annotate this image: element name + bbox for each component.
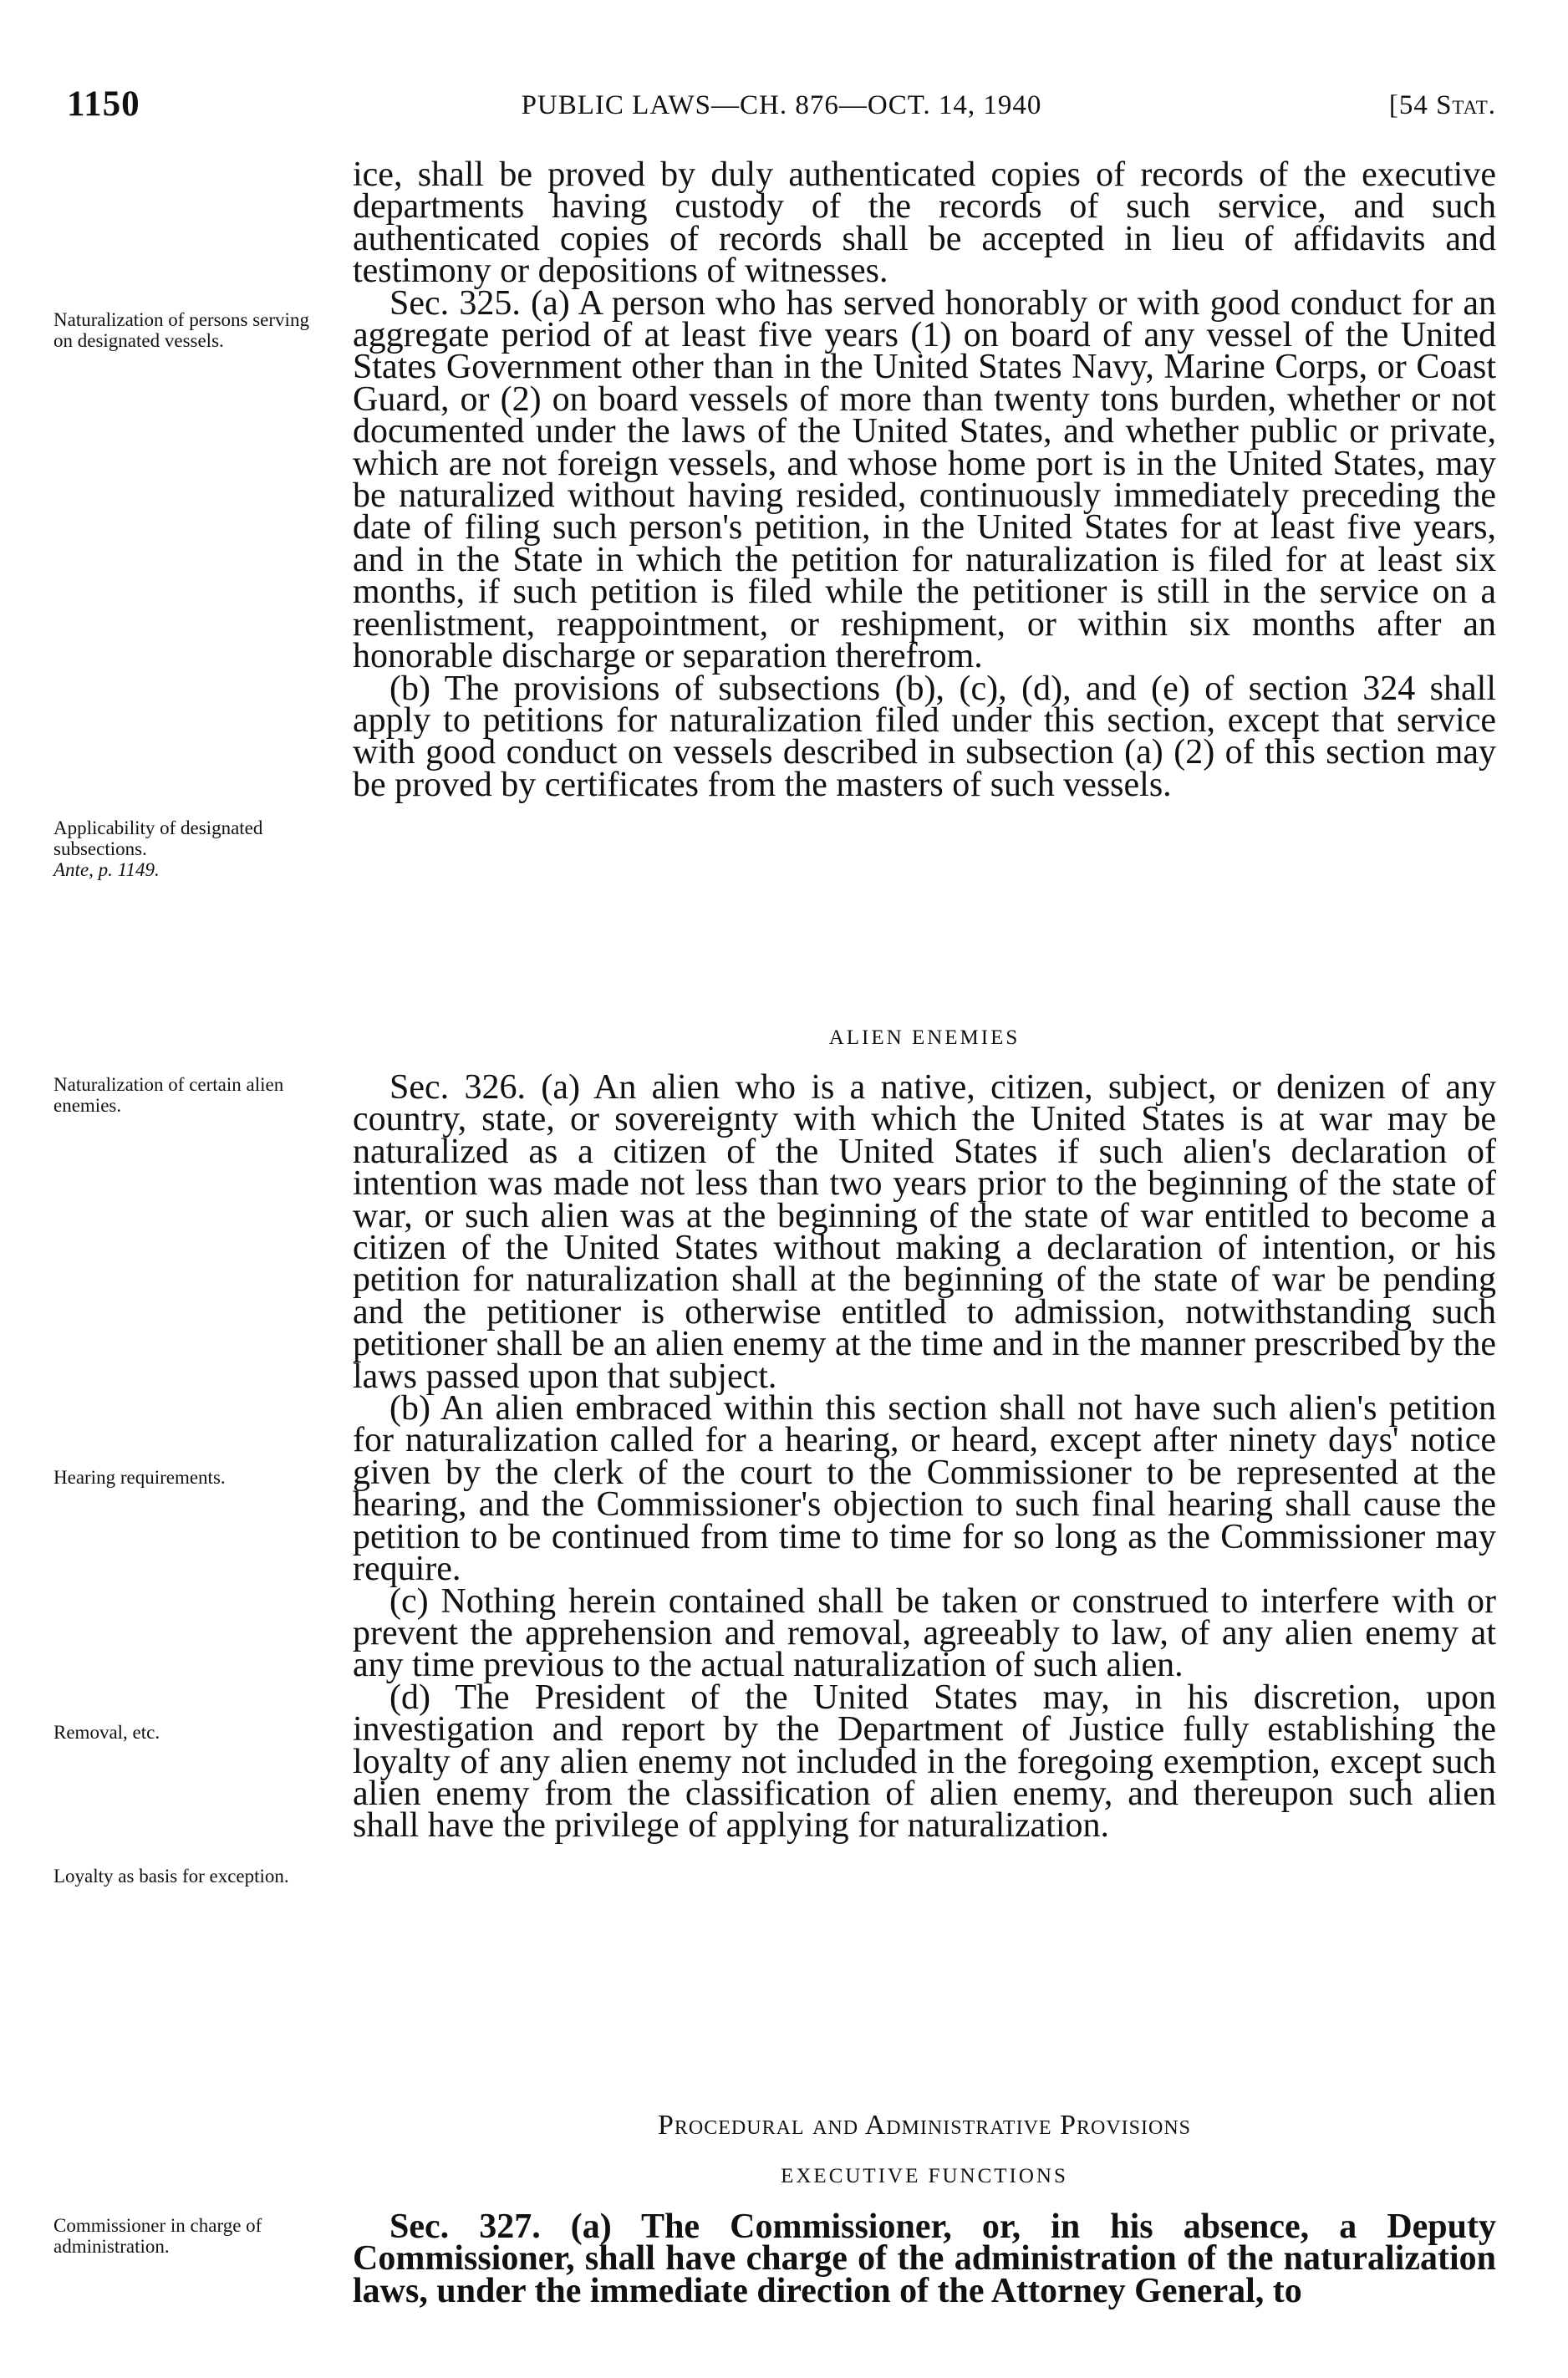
margin-note-applicability — [53, 817, 329, 880]
margin-note-loyalty: Loyalty as basis for exception. — [53, 1866, 289, 1887]
margin-note-alien-enemies: Naturalization of certain alien enemies. — [53, 1074, 284, 1116]
statute-reference: [54 Stat. — [1388, 90, 1496, 120]
margin-note-removal: Removal, etc. — [53, 1722, 160, 1743]
running-title: PUBLIC LAWS—CH. 876—OCT. 14, 1940 — [521, 90, 1042, 120]
paragraph-sec-327-a: Sec. 327. (a) The Commissioner, or, in his absence, a Deputy Commissioner, shall have charge of the administration of the naturalization laws, under the immediate direction of the Attorney General, to — [353, 2207, 1496, 2310]
margin-note-hearing: Hearing requirements. — [53, 1467, 226, 1488]
paragraph-sec-326-d: (d) The President of the United States may, in his discretion, upon investigation and report by the Department of Justice fully establishing the loyalty of any alien enemy not included in the foregoing exemption, except such alien enemy from the classification of alien enemy, and thereupon such alien shall have the privilege of applying for naturalization. — [353, 1678, 1496, 1846]
paragraph-sec-325-b: (b) The provisions of subsections (b), (c), (d), and (e) of section 324 shall apply to petitions for naturalization filed under this section, except that service with good conduct on vessels described in subsection (a) (2) of this section may be proved by certificates from the masters of such vessels. — [353, 669, 1496, 804]
paragraph-sec-326-b: (b) An alien embraced within this section shall not have such alien's petition for naturalization called for a hearing, or heard, except after ninety days' notice given by the clerk of the court to the Commissioner to be represented at the hearing, and the Commissioner's objection to such final hearing shall cause the petition to be continued from time to time for so long as the Commissioner may require. — [353, 1389, 1496, 1589]
margin-note-vessels: Naturalization of persons serving on designated vessels. — [53, 309, 309, 351]
heading-executive-functions: EXECUTIVE FUNCTIONS — [781, 2165, 1068, 2187]
page-number: 1150 — [67, 84, 140, 124]
running-header — [67, 84, 1496, 125]
paragraph-sec-326-a: Sec. 326. (a) An alien who is a native, citizen, subject, or denizen of any country, state, or sovereignty with which the United States is at war may be naturalized as a citizen of the United States if such alien's declaration of intention was made not less than two years prior to the beginning of the state of war, or such alien was at the beginning of the state of war entitled to become a citizen of the United States without making a declaration of intention, or his petition for naturalization shall at the beginning of the state of war be pending and the petitioner is otherwise entitled to admission, notwithstanding such petitioner shall be an alien enemy at the time and in the manner prescribed by the laws passed upon that subject. — [353, 1068, 1496, 1396]
body-block-sec-327 — [353, 2207, 1496, 2310]
body-block-sec-325 — [353, 155, 1496, 804]
margin-note-ante-reference: Ante, p. 1149. — [53, 859, 160, 880]
heading-procedural-provisions: Procedural and Administrative Provisions — [658, 2110, 1191, 2141]
margin-note-applicability-text: Applicability of designated subsections. — [53, 817, 263, 859]
paragraph-continuation: ice, shall be proved by duly authenticated copies of records of the executive departments having custody of the records of such service, and such authenticated copies of records shall be accepted in lieu of affidavits and testimony or depositions of witnesses. — [353, 155, 1496, 291]
body-block-sec-326 — [353, 1068, 1496, 1846]
paragraph-sec-325-a: Sec. 325. (a) A person who has served honorably or with good conduct for an aggregate period of at least five years (1) on board of any vessel of the United States Government other than in the United States Navy, Marine Corps, or Coast Guard, or (2) on board vessels of more than twenty tons burden, whether or not documented under the laws of the United States, and whether public or private, which are not foreign vessels, and whose home port is in the United States, may be naturalized without having resided, continuously immediately preceding the date of filing such person's petition, in the United States for at least five years, and in the State in which the petition for naturalization is filed for at least six months, if such petition is filed while the petitioner is still in the service on a reenlistment, reappointment, or reshipment, or within six months after an honorable discharge or separation therefrom. — [353, 283, 1496, 676]
paragraph-sec-326-c: (c) Nothing herein contained shall be taken or construed to interfere with or prevent the apprehension and removal, agreeably to law, of any alien enemy at any time previous to the actual naturalization of such alien. — [353, 1581, 1496, 1685]
margin-note-commissioner: Commissioner in charge of administration. — [53, 2215, 262, 2257]
heading-alien-enemies: ALIEN ENEMIES — [828, 1026, 1021, 1049]
